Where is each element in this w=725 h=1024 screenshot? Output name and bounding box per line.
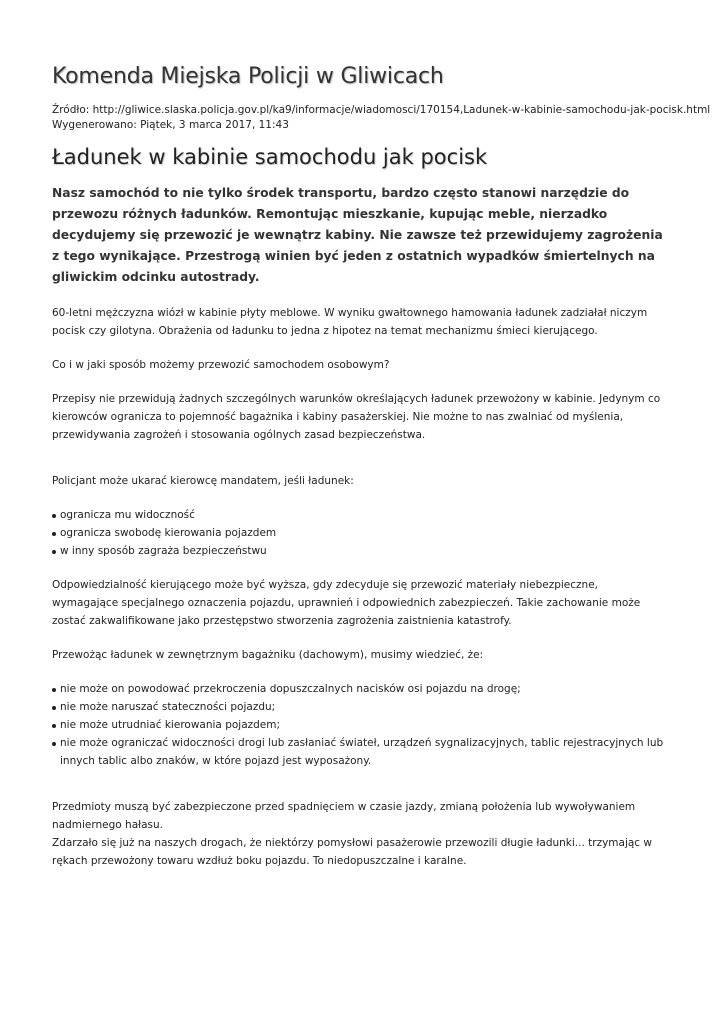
list-item: nie może on powodować przekroczenia dopuszczalnych nacisków osi pojazdu na drogę; (52, 680, 674, 698)
list-item: ogranicza swobodę kierowania pojazdem (52, 524, 674, 542)
paragraph-5-line-2: wymagające specjalnego oznaczenia pojazdu, uprawnień i odpowiednich zabezpieczeń. Takie zachowanie może zostać zakwalifikowane jako przestępstwo stworzenia zagrożenia zaistnienia katastrofy. (52, 597, 641, 627)
generated-date: Wygenerowano: Piątek, 3 marca 2017, 11:43 (52, 119, 289, 131)
paragraph-7-line-2: Zdarzało się już na naszych drogach, że niektórzy pomysłowi pasażerowie przewozili długie ładunki... trzymając w rękach przewożony towaru wzdłuż boku pojazdu. To niedopuszczalne i karalne. (52, 837, 653, 867)
list-item: nie może ograniczać widoczności drogi lub zasłaniać świateł, urządzeń sygnalizacyjnych, tablic rejestracyjnych lub innych tablic albo znaków, w które pojazd jest wyposażony. (52, 734, 674, 770)
paragraph-2: Co i w jaki sposób możemy przewozić samochodem osobowym? (52, 359, 390, 371)
list-item: ogranicza mu widoczność (52, 506, 674, 524)
paragraph-6: Przewożąc ładunek w zewnętrznym bagażniku (dachowym), musimy wiedzieć, że: (52, 649, 484, 661)
article-lead: Nasz samochód to nie tylko środek transportu, bardzo często stanowi narzędzie do przewozu różnych ładunków. Remontując mieszkanie, kupując meble, nierzadko decydujemy się przewozić je wewnątrz kabiny. Nie zawsze też przewidujemy zagrożenia z tego wynikające. Przestrogą winien być jeden z ostatnich wypadków śmiertelnych na gliwickim odcinku autostrady. (52, 186, 663, 284)
paragraph-5 (52, 576, 674, 630)
list-item: nie może naruszać stateczności pojazdu; (52, 698, 674, 716)
paragraph-5-line-1: Odpowiedzialność kierującego może być wyższa, gdy zdecyduje się przewozić materiały niebezpieczne, (52, 579, 599, 591)
meta-block (52, 103, 711, 133)
paragraph-4: Policjant może ukarać kierowcę mandatem, jeśli ładunek: (52, 475, 354, 487)
article-title: Ładunek w kabinie samochodu jak pocisk (52, 145, 488, 169)
roof-rack-list (52, 680, 674, 770)
paragraph-1: 60-letni mężczyzna wiózł w kabinie płyty meblowe. W wyniku gwałtownego hamowania ładunek zadziałał niczym pocisk czy gilotyna. Obrażenia od ładunku to jedna z hipotez na temat mechanizmu śmieci kierującego. (52, 307, 648, 337)
paragraph-3: Przepisy nie przewidują żadnych szczególnych warunków określających ładunek przewożony w kabinie. Jedynym co kierowców ogranicza to pojemność bagażnika i kabiny pasażerskiej. Nie możne to nas zwalniać od myślenia, przewidywania zagrożeń i stosowania ogólnych zasad bezpieczeństwa. (52, 393, 661, 441)
list-item: w inny sposób zagraża bezpieczeństwu (52, 542, 674, 560)
list-item: nie może utrudniać kierowania pojazdem; (52, 716, 674, 734)
paragraph-7-line-1: Przedmioty muszą być zabezpieczone przed spadnięciem w czasie jazdy, zmianą położenia lub wywoływaniem nadmiernego hałasu. (52, 801, 636, 831)
penalty-list (52, 506, 674, 560)
source-url: Źródło: http://gliwice.slaska.policja.gov.pl/ka9/informacje/wiadomosci/170154,Ladunek-w-kabinie-samochodu-jak-pocisk.html (52, 104, 711, 116)
paragraph-7 (52, 798, 674, 870)
site-title: Komenda Miejska Policji w Gliwicach (52, 64, 444, 89)
